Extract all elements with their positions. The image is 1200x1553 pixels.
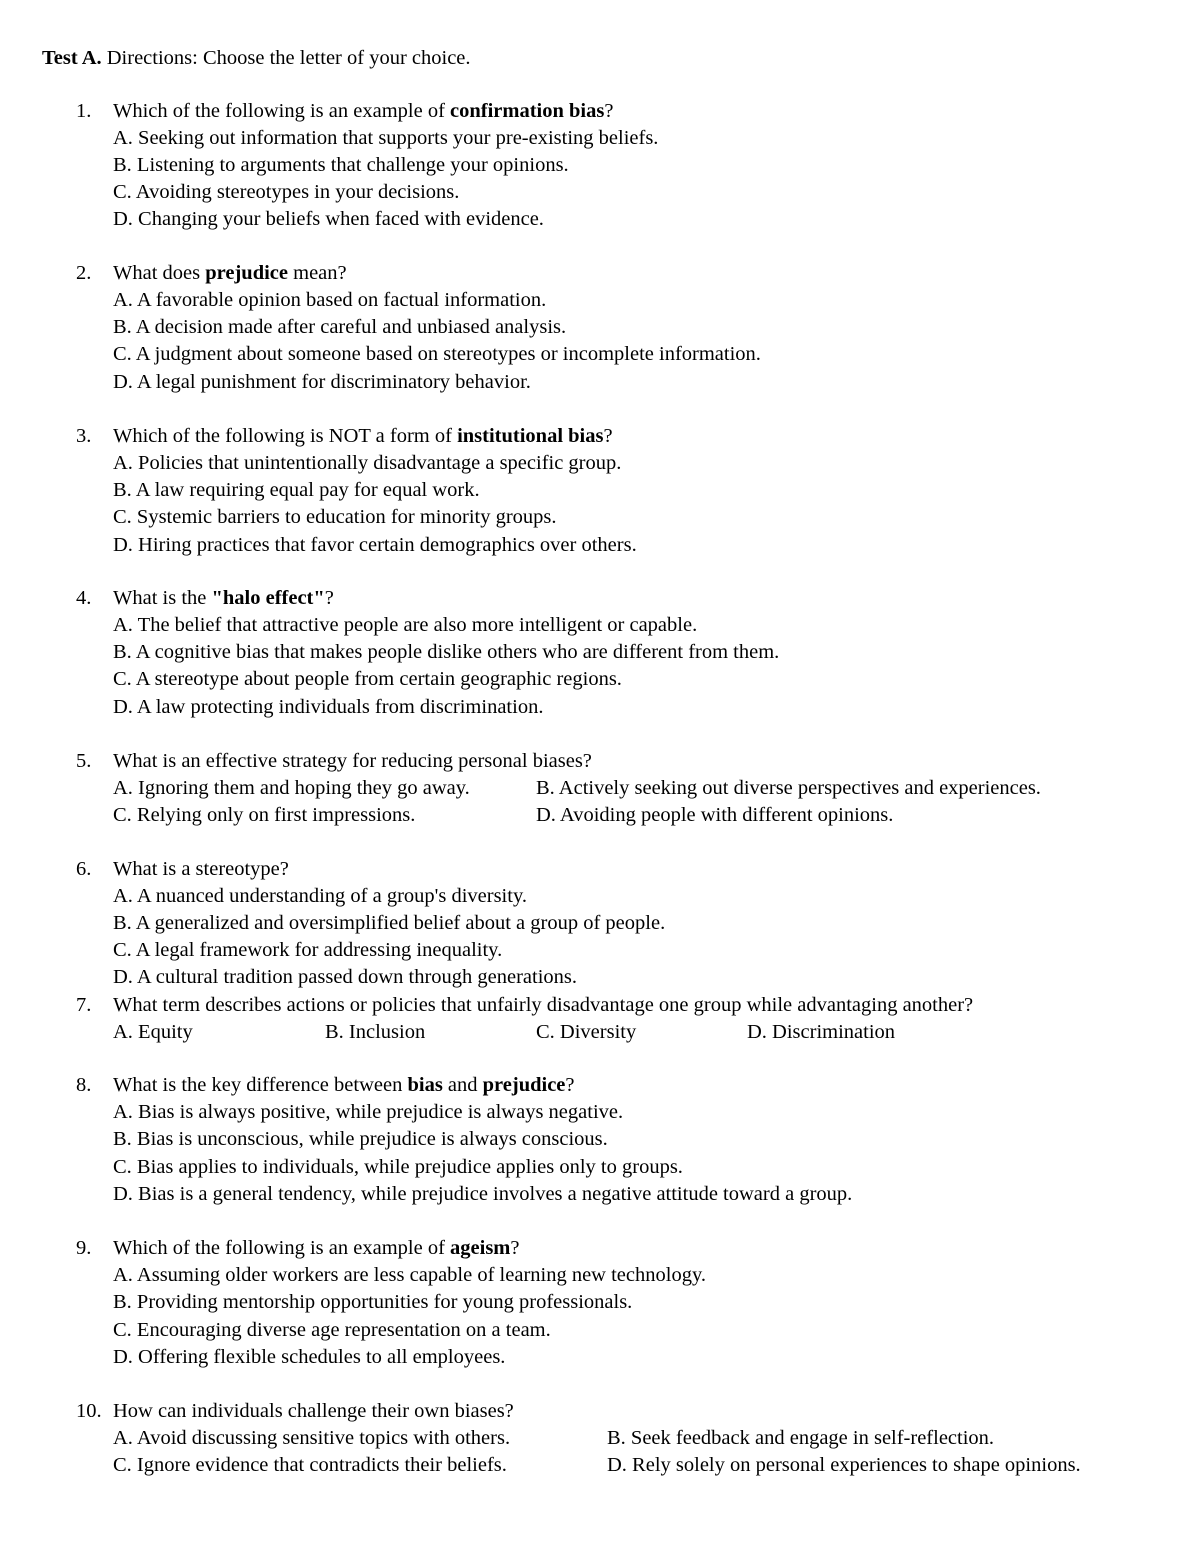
question-text: What is a stereotype? [113, 858, 289, 880]
question-text: How can individuals challenge their own biases? [113, 1400, 514, 1422]
option-a: A. A favorable opinion based on factual information. [113, 289, 547, 311]
option-b: B. A decision made after careful and unbiased analysis. [113, 316, 567, 338]
question-text: Which of the following is NOT a form of institutional bias? [113, 425, 613, 447]
option-c: C. Ignore evidence that contradicts their beliefs. [113, 1454, 507, 1476]
test-label: Test A. [42, 47, 102, 69]
key-term: confirmation bias [450, 100, 605, 122]
option-b: B. Providing mentorship opportunities for young professionals. [113, 1291, 633, 1313]
option-d: D. Discrimination [747, 1021, 896, 1043]
option-c: C. A judgment about someone based on stereotypes or incomplete information. [113, 343, 761, 365]
key-term: bias [407, 1074, 443, 1096]
question-number: 3. [76, 425, 92, 447]
option-b: B. Seek feedback and engage in self-reflection. [607, 1427, 995, 1449]
question-text: What is an effective strategy for reducing personal biases? [113, 750, 592, 772]
option-a: A. Policies that unintentionally disadvantage a specific group. [113, 452, 622, 474]
key-term: prejudice [482, 1074, 566, 1096]
option-d: D. Avoiding people with different opinions. [536, 804, 894, 826]
option-c: C. Diversity [536, 1021, 637, 1043]
option-a: A. A nuanced understanding of a group's diversity. [113, 885, 527, 907]
question-text: What is the "halo effect"? [113, 587, 334, 609]
option-b: B. Bias is unconscious, while prejudice is always conscious. [113, 1128, 608, 1150]
option-b: B. Actively seeking out diverse perspectives and experiences. [536, 777, 1041, 799]
question-number: 10. [76, 1400, 102, 1422]
option-d: D. A cultural tradition passed down through generations. [113, 966, 578, 988]
option-b: B. A law requiring equal pay for equal work. [113, 479, 480, 501]
option-d: D. A legal punishment for discriminatory behavior. [113, 371, 531, 393]
question-text: Which of the following is an example of confirmation bias? [113, 100, 614, 122]
option-d: D. Offering flexible schedules to all employees. [113, 1346, 506, 1368]
question-text: What term describes actions or policies that unfairly disadvantage one group while advantaging another? [113, 994, 974, 1016]
option-b: B. Inclusion [325, 1021, 426, 1043]
option-d: D. Rely solely on personal experiences to shape opinions. [607, 1454, 1081, 1476]
question-number: 2. [76, 262, 92, 284]
question-text: Which of the following is an example of ageism? [113, 1237, 520, 1259]
question-text: What is the key difference between bias and prejudice? [113, 1074, 575, 1096]
option-d: D. A law protecting individuals from discrimination. [113, 696, 544, 718]
test-heading [42, 48, 471, 69]
key-term: ageism [450, 1237, 511, 1259]
key-term: "halo effect" [211, 587, 325, 609]
option-c: C. A legal framework for addressing inequality. [113, 939, 503, 961]
question-number: 1. [76, 100, 92, 122]
test-directions: Directions: Choose the letter of your choice. [106, 47, 471, 69]
option-b: B. A generalized and oversimplified belief about a group of people. [113, 912, 666, 934]
option-a: A. Seeking out information that supports your pre-existing beliefs. [113, 127, 659, 149]
option-a: A. The belief that attractive people are also more intelligent or capable. [113, 614, 698, 636]
option-a: A. Equity [113, 1021, 193, 1043]
option-c: C. Encouraging diverse age representation on a team. [113, 1319, 551, 1341]
question-text: What does prejudice mean? [113, 262, 347, 284]
option-c: C. Avoiding stereotypes in your decisions. [113, 181, 460, 203]
question-number: 5. [76, 750, 92, 772]
option-a: A. Assuming older workers are less capable of learning new technology. [113, 1264, 706, 1286]
option-a: A. Ignoring them and hoping they go away. [113, 777, 470, 799]
option-a: A. Avoid discussing sensitive topics with others. [113, 1427, 511, 1449]
question-number: 8. [76, 1074, 92, 1096]
question-number: 7. [76, 994, 92, 1016]
option-c: C. Relying only on first impressions. [113, 804, 416, 826]
question-number: 6. [76, 858, 92, 880]
option-d: D. Changing your beliefs when faced with evidence. [113, 208, 544, 230]
question-number: 4. [76, 587, 92, 609]
option-c: C. Bias applies to individuals, while prejudice applies only to groups. [113, 1156, 683, 1178]
option-b: B. Listening to arguments that challenge your opinions. [113, 154, 569, 176]
option-d: D. Bias is a general tendency, while prejudice involves a negative attitude toward a group. [113, 1183, 853, 1205]
option-c: C. Systemic barriers to education for minority groups. [113, 506, 557, 528]
option-b: B. A cognitive bias that makes people dislike others who are different from them. [113, 641, 780, 663]
key-term: prejudice [205, 262, 288, 284]
option-d: D. Hiring practices that favor certain demographics over others. [113, 534, 637, 556]
option-a: A. Bias is always positive, while prejudice is always negative. [113, 1101, 624, 1123]
question-number: 9. [76, 1237, 92, 1259]
option-c: C. A stereotype about people from certain geographic regions. [113, 668, 622, 690]
key-term: institutional bias [457, 425, 604, 447]
